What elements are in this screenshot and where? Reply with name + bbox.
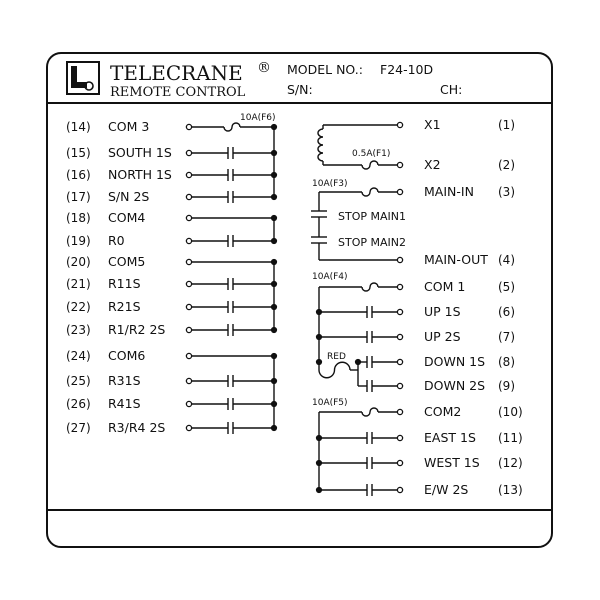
left-terminal-label: R41S	[108, 396, 141, 411]
coil-symbol	[318, 129, 323, 161]
right-terminal-number: (10)	[498, 405, 523, 419]
model-label: MODEL NO.:	[287, 62, 363, 77]
right-terminal-label: X1	[424, 117, 441, 132]
left-terminal-number: (14)	[66, 120, 91, 134]
left-terminal-number: (26)	[66, 397, 91, 411]
left-terminal-label: R3/R4 2S	[108, 420, 166, 435]
right-terminal-number: (3)	[498, 185, 515, 199]
terminal-point	[186, 327, 191, 332]
right-terminal-number: (6)	[498, 305, 515, 319]
terminal-point	[186, 194, 191, 199]
terminal-point	[186, 353, 191, 358]
right-terminal-labels	[424, 117, 523, 497]
fuse-f4-label: 10A(F4)	[312, 272, 348, 282]
fuse-symbol	[362, 188, 378, 196]
left-terminal-label: COM4	[108, 210, 146, 225]
right-terminal-number: (9)	[498, 379, 515, 393]
left-terminal-number: (23)	[66, 323, 91, 337]
left-terminal-number: (22)	[66, 300, 91, 314]
brand-logo-icon	[67, 62, 99, 94]
right-terminal-label: MAIN-IN	[424, 184, 474, 199]
terminal-point	[397, 162, 402, 167]
terminal-point	[186, 425, 191, 430]
left-terminal-label: R0	[108, 233, 125, 248]
terminal-point	[186, 238, 191, 243]
right-terminal-label: UP 1S	[424, 304, 461, 319]
junction-dot	[272, 173, 277, 178]
left-terminal-labels	[66, 119, 172, 435]
fuse-f5-label: 10A(F5)	[312, 398, 348, 408]
brand-name: TELECRANE	[110, 61, 243, 85]
terminal-point	[186, 172, 191, 177]
terminal-point	[397, 309, 402, 314]
left-terminal-label: R11S	[108, 276, 141, 291]
fuse-symbol	[319, 362, 350, 378]
fuse-symbol	[362, 283, 378, 291]
terminal-point	[186, 150, 191, 155]
junction-dot	[272, 151, 277, 156]
right-terminal-label: COM2	[424, 404, 462, 419]
left-terminal-label: COM6	[108, 348, 146, 363]
terminal-point	[186, 259, 191, 264]
junction-dot	[272, 379, 277, 384]
junction-dot	[272, 328, 277, 333]
right-terminal-number: (8)	[498, 355, 515, 369]
left-terminal-number: (24)	[66, 349, 91, 363]
right-terminal-label: WEST 1S	[424, 455, 480, 470]
right-terminal-label: EAST 1S	[424, 430, 476, 445]
terminal-point	[186, 281, 191, 286]
right-terminal-label: DOWN 1S	[424, 354, 486, 369]
terminal-point	[397, 257, 402, 262]
terminal-point	[397, 359, 402, 364]
terminal-point	[186, 401, 191, 406]
left-terminal-label: R31S	[108, 373, 141, 388]
fuse-f3-label: 10A(F3)	[312, 179, 348, 189]
left-terminal-number: (15)	[66, 146, 91, 160]
junction-dot	[272, 195, 277, 200]
terminal-point	[397, 383, 402, 388]
junction-dot	[272, 305, 277, 310]
right-terminal-number: (4)	[498, 253, 515, 267]
right-terminal-label: MAIN-OUT	[424, 252, 488, 267]
junction-dot	[272, 402, 277, 407]
left-terminal-number: (25)	[66, 374, 91, 388]
left-terminal-label: R1/R2 2S	[108, 322, 166, 337]
junction-dot	[272, 282, 277, 287]
fuse-symbol	[224, 123, 240, 131]
right-terminal-number: (1)	[498, 118, 515, 132]
left-wiring	[186, 123, 276, 434]
terminal-point	[186, 215, 191, 220]
right-terminal-label: DOWN 2S	[424, 378, 486, 393]
brand-subtitle: REMOTE CONTROL	[110, 85, 246, 100]
right-terminal-label: UP 2S	[424, 329, 461, 344]
left-terminal-number: (21)	[66, 277, 91, 291]
terminal-point	[397, 460, 402, 465]
left-terminal-number: (20)	[66, 255, 91, 269]
left-terminal-label: SOUTH 1S	[108, 145, 172, 160]
left-terminal-label: COM 3	[108, 119, 150, 134]
left-terminal-number: (16)	[66, 168, 91, 182]
terminal-point	[397, 334, 402, 339]
junction-dot	[356, 360, 361, 365]
fuse-f1-label: 0.5A(F1)	[352, 149, 391, 159]
left-terminal-label: COM5	[108, 254, 146, 269]
terminal-point	[397, 435, 402, 440]
right-terminal-number: (2)	[498, 158, 515, 172]
fuse-symbol	[362, 408, 378, 416]
right-terminal-number: (5)	[498, 280, 515, 294]
terminal-point	[186, 124, 191, 129]
left-terminal-number: (27)	[66, 421, 91, 435]
terminal-point	[397, 284, 402, 289]
right-terminal-number: (13)	[498, 483, 523, 497]
left-terminal-label: NORTH 1S	[108, 167, 172, 182]
fuse-symbol	[362, 161, 378, 169]
left-terminal-number: (17)	[66, 190, 91, 204]
sn-label: S/N:	[287, 82, 313, 97]
left-terminal-label: S/N 2S	[108, 189, 150, 204]
right-terminal-number: (12)	[498, 456, 523, 470]
left-terminal-label: R21S	[108, 299, 141, 314]
stop-main1-label: STOP MAIN1	[338, 210, 406, 223]
right-terminal-label: X2	[424, 157, 441, 172]
right-terminal-number: (7)	[498, 330, 515, 344]
terminal-point	[397, 487, 402, 492]
junction-dot	[272, 239, 277, 244]
fuse-f6-label: 10A(F6)	[240, 113, 276, 123]
right-terminal-number: (11)	[498, 431, 523, 445]
right-terminal-label: E/W 2S	[424, 482, 469, 497]
left-terminal-number: (19)	[66, 234, 91, 248]
right-terminal-label: COM 1	[424, 279, 466, 294]
model-value: F24-10D	[380, 62, 434, 77]
junction-dot	[272, 426, 277, 431]
terminal-point	[186, 304, 191, 309]
terminal-point	[397, 122, 402, 127]
red-wire-label: RED	[327, 352, 346, 362]
ch-label: CH:	[440, 82, 463, 97]
left-terminal-number: (18)	[66, 211, 91, 225]
terminal-point	[397, 189, 402, 194]
registered-mark: ®	[257, 60, 271, 76]
stop-main2-label: STOP MAIN2	[338, 236, 406, 249]
terminal-point	[186, 378, 191, 383]
terminal-point	[397, 409, 402, 414]
